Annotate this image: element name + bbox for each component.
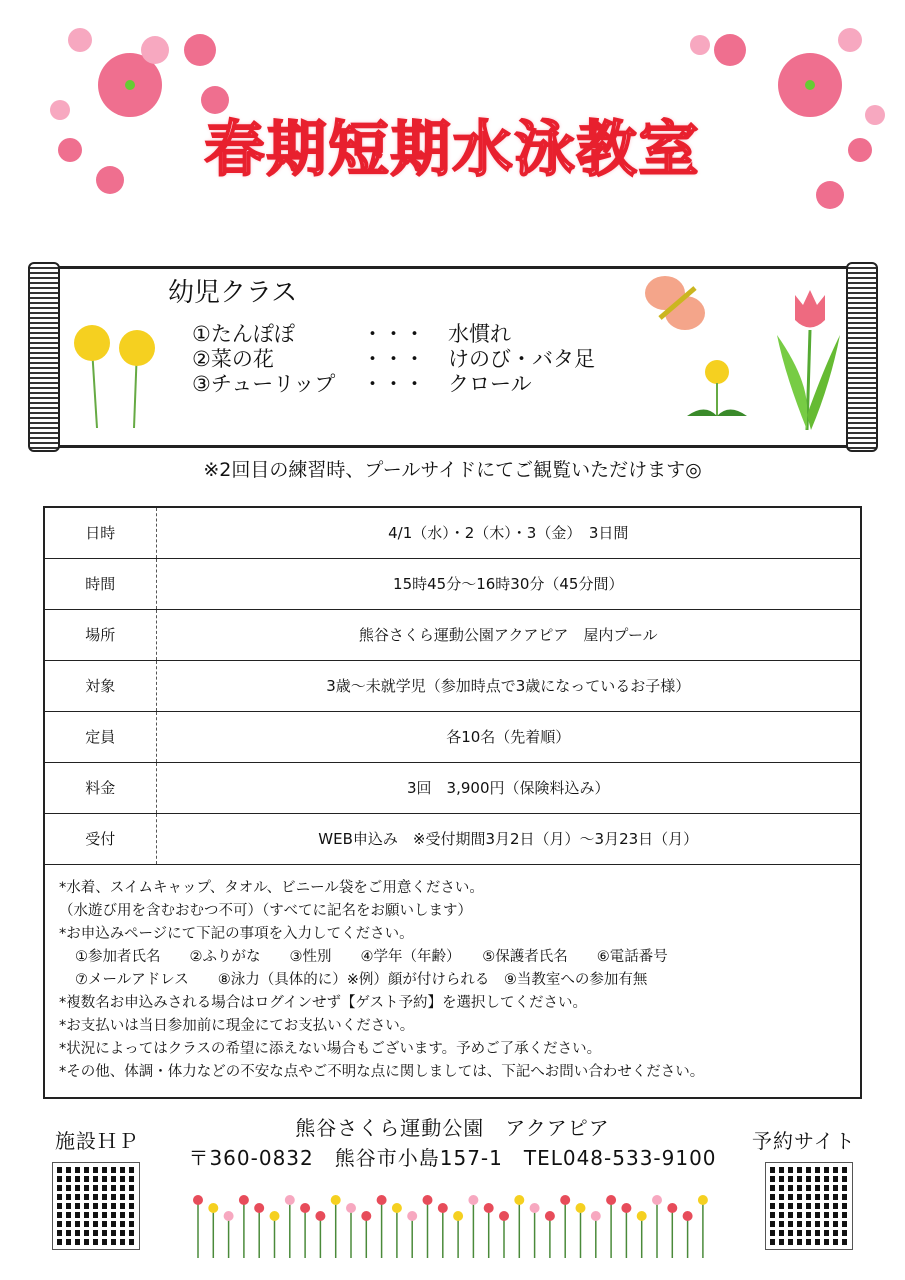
row-value: 熊谷さくら運動公園アクアピア 屋内プール	[156, 609, 861, 660]
class-dots: ・・・	[362, 347, 425, 371]
rapeseed-flower-illustration	[62, 318, 172, 433]
row-value: 各10名（先着順）	[156, 711, 861, 762]
class-section-title: 幼児クラス	[168, 278, 298, 308]
class-content: 水慣れ	[448, 322, 511, 346]
note-line: *複数名お申込みされる場合はログインせず【ゲスト予約】を選択してください。	[59, 994, 587, 1011]
row-label: 対象	[44, 660, 156, 711]
page-title: 春期短期水泳教室	[204, 115, 701, 185]
table-row	[44, 762, 861, 813]
facility-hp-qr-code[interactable]	[52, 1162, 140, 1250]
table-row	[44, 609, 861, 660]
flower-border-illustration	[190, 1190, 715, 1260]
class-list	[192, 322, 595, 397]
class-content: クロール	[448, 372, 532, 396]
row-label: 料金	[44, 762, 156, 813]
note-line: *お支払いは当日参加前に現金にてお支払いください。	[59, 1017, 415, 1034]
table-row	[44, 660, 861, 711]
table-row	[44, 711, 861, 762]
row-value: WEB申込み ※受付期間3月2日（月）～3月23日（月）	[156, 813, 861, 864]
class-item	[192, 372, 595, 397]
reservation-site-label: 予約サイト	[752, 1129, 856, 1153]
class-name: ①たんぽぽ	[192, 322, 295, 346]
viewing-note: ※2回目の練習時、プールサイドにてご観覧いただけます◎	[203, 459, 702, 481]
dandelion-illustration	[685, 358, 750, 423]
note-line: *お申込みページにて下記の事項を入力してください。	[59, 925, 414, 942]
class-dots: ・・・	[362, 372, 425, 396]
class-name: ②菜の花	[192, 347, 274, 371]
table-row	[44, 507, 861, 558]
row-label: 場所	[44, 609, 156, 660]
facility-address: 〒360-0832 熊谷市小島157-1 TEL048-533-9100	[188, 1146, 717, 1170]
row-value: 3歳～未就学児（参加時点で3歳になっているお子様）	[156, 660, 861, 711]
note-line: ⑦メールアドレス ⑧泳力（具体的に）※例）顔が付けられる ⑨当教室への参加有無	[75, 971, 648, 988]
note-line: ①参加者氏名 ②ふりがな ③性別 ④学年（年齢） ⑤保護者氏名 ⑥電話番号	[75, 948, 668, 965]
reservation-site-qr-code[interactable]	[765, 1162, 853, 1250]
class-item	[192, 322, 595, 347]
class-content: けのび・バタ足	[448, 347, 595, 371]
class-dots: ・・・	[362, 322, 425, 346]
table-row	[44, 813, 861, 864]
facility-hp-label: 施設ＨＰ	[55, 1129, 139, 1153]
class-name: ③チューリップ	[192, 372, 336, 396]
notes-row	[44, 864, 861, 1098]
details-table	[43, 506, 862, 1099]
class-item	[192, 347, 595, 372]
row-value: 4/1（水）・2（木）・3（金） 3日間	[156, 507, 861, 558]
note-line: *その他、体調・体力などの不安な点やご不明な点に関しましては、下記へお問い合わせください。	[59, 1063, 705, 1080]
table-row	[44, 558, 861, 609]
note-line: *状況によってはクラスの希望に添えない場合もございます。予めご了承ください。	[59, 1040, 602, 1057]
facility-name: 熊谷さくら運動公園 アクアピア	[295, 1116, 610, 1140]
row-label: 日時	[44, 507, 156, 558]
row-label: 受付	[44, 813, 156, 864]
row-label: 定員	[44, 711, 156, 762]
row-label: 時間	[44, 558, 156, 609]
note-line: （水遊び用を含むおむつ不可）（すべてに記名をお願いします）	[59, 902, 472, 919]
butterfly-illustration	[640, 268, 715, 338]
note-line: *水着、スイムキャップ、タオル、ビニール袋をご用意ください。	[59, 879, 484, 896]
notes-cell	[44, 864, 861, 1098]
row-value: 15時45分～16時30分（45分間）	[156, 558, 861, 609]
tulip-illustration	[775, 285, 845, 435]
row-value: 3回 3,900円（保険料込み）	[156, 762, 861, 813]
